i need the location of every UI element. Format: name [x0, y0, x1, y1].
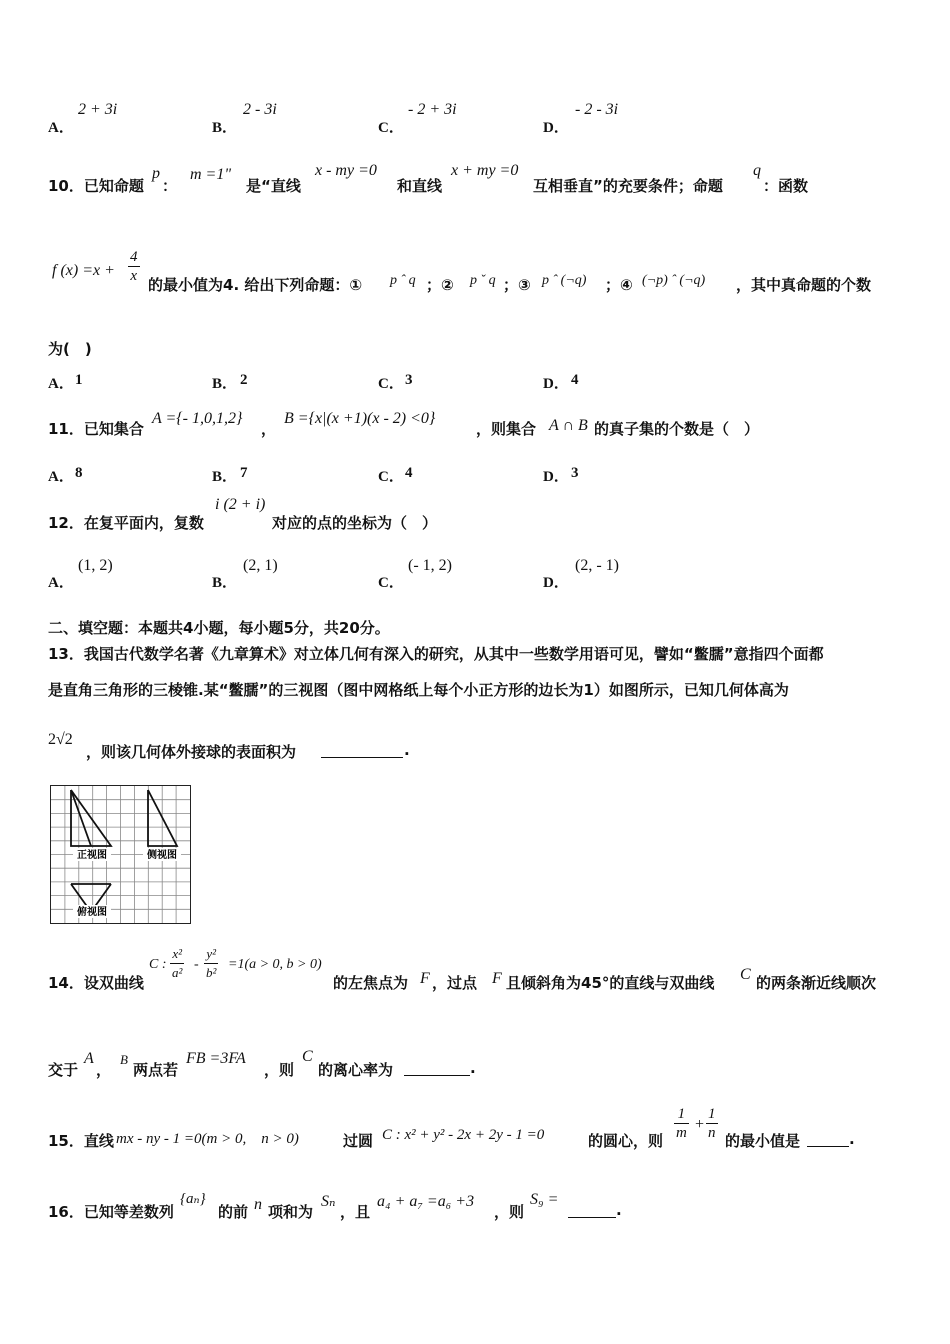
q10-m-condition: m =1"	[190, 166, 232, 183]
q10-text-2: 和直线	[397, 177, 443, 195]
q13-line-2: 是直角三角形的三棱锥.某“鳖臑”的三视图（图中网格纸上每个小正方形的边长为1）如图所示，已知几何体高为	[48, 681, 789, 699]
q16-intro: 16．已知等差数列	[48, 1203, 174, 1221]
q13-end: .	[404, 741, 410, 759]
q10-fraction	[128, 248, 140, 285]
q11-option-c-label: C．	[378, 469, 404, 485]
q14-f1: F	[420, 970, 430, 987]
q10-colon: ：	[162, 177, 178, 195]
q15-fraction-2-numerator: 1	[708, 1106, 716, 1122]
q15-end: .	[849, 1130, 855, 1148]
q10-text-1: 是“直线	[246, 177, 301, 195]
q14-a: A	[84, 1050, 94, 1067]
q15-fraction-2-denominator: n	[708, 1125, 716, 1141]
q10-option-d-label: D．	[543, 376, 569, 392]
q9-option-b-label: B．	[212, 120, 238, 136]
q10-option-b-value: 2	[240, 372, 248, 388]
side-view-label: 侧视图	[147, 850, 177, 861]
q10-sep-1: ；②	[426, 276, 454, 294]
q10-compound-1: p ˆ q	[390, 273, 416, 288]
q16-end: .	[616, 1201, 622, 1219]
q12-option-b-value: (2, 1)	[243, 557, 278, 574]
q16-sequence: {aₙ}	[180, 1191, 206, 1207]
q15-answer-blank[interactable]	[807, 1130, 849, 1147]
q10-compound-3: p ˆ (¬q)	[542, 273, 587, 288]
q14-f2: F	[492, 970, 502, 987]
q10-option-a-value: 1	[75, 372, 83, 388]
q14-end: .	[470, 1059, 476, 1077]
q10-compound-4: (¬p) ˆ (¬q)	[642, 273, 706, 288]
q14-x-denominator: a²	[172, 965, 183, 980]
q14-c-label: C :	[149, 957, 167, 972]
q9-option-b-value: 2 - 3i	[243, 101, 277, 118]
q16-s9: S₉ =	[530, 1191, 559, 1208]
front-view-triangle	[71, 790, 111, 846]
q12-option-d-value: (2, - 1)	[575, 557, 619, 574]
q11-option-b-value: 7	[240, 465, 248, 481]
q9-option-d-label: D．	[543, 120, 569, 136]
q14-minus: -	[194, 957, 199, 972]
q12-option-d-label: D．	[543, 575, 569, 591]
q14-text-2: ，过点	[432, 974, 478, 992]
q10-text-4: ：函数	[763, 177, 809, 195]
q10-text-3: 互相垂直”的充要条件；命题	[533, 177, 723, 195]
q11-option-c-value: 4	[405, 465, 413, 481]
q9-option-c-label: C．	[378, 120, 404, 136]
q14-x-fraction	[170, 945, 184, 982]
q14-c2: C	[740, 966, 751, 983]
q11-text-2: 的真子集的个数是（ ）	[594, 420, 760, 438]
q13-height: 2√2	[48, 731, 73, 748]
q12-option-c-value: (- 1, 2)	[408, 557, 452, 574]
q15-fraction-2	[706, 1105, 718, 1142]
q14-relation: FB =3FA	[186, 1050, 246, 1067]
q16-text-1: 的前	[218, 1203, 249, 1221]
q16-condition: a₄ + a₇ =a₆ +3	[377, 1193, 475, 1210]
q16-text-2: 项和为	[268, 1203, 314, 1221]
q10-text-7: 为( )	[48, 340, 92, 358]
q16-answer-blank[interactable]	[568, 1201, 616, 1218]
q10-option-c-label: C．	[378, 376, 404, 392]
q10-option-a-label: A．	[48, 376, 74, 392]
q11-option-a-value: 8	[75, 465, 83, 481]
q10-sep-3: ；④	[605, 276, 633, 294]
section-heading-fill-in: 二、填空题：本题共4小题，每小题5分，共20分。	[48, 619, 390, 637]
q12-option-a-value: (1, 2)	[78, 557, 113, 574]
q15-circle-equation: C : x² + y² - 2x + 2y - 1 =0	[382, 1127, 545, 1143]
q15-fraction-1	[674, 1105, 689, 1142]
q16-n: n	[254, 1196, 262, 1213]
q10-option-d-value: 4	[571, 372, 579, 388]
q13-line-3: ，则该几何体外接球的表面积为	[86, 743, 297, 761]
q14-c3: C	[302, 1048, 313, 1065]
q14-condition: =1(a > 0, b > 0)	[228, 957, 322, 972]
q15-text-3: 的最小值是	[725, 1132, 801, 1150]
q11-set-a: A ={- 1,0,1,2}	[152, 410, 243, 427]
q9-option-a-label: A．	[48, 120, 74, 136]
q11-set-b: B ={x|(x +1)(x - 2) <0}	[284, 410, 436, 427]
q12-option-b-label: B．	[212, 575, 238, 591]
q10-text-5: 的最小值为4. 给出下列命题：①	[148, 276, 363, 294]
q15-text-1: 过圆	[343, 1132, 374, 1150]
q14-y-numerator: y²	[204, 945, 218, 964]
top-view-label: 俯视图	[77, 907, 107, 918]
q14-answer-blank[interactable]	[404, 1059, 470, 1076]
q11-intersection: A ∩ B	[549, 417, 588, 434]
q11-option-d-value: 3	[571, 465, 579, 481]
q15-intro: 15．直线	[48, 1132, 114, 1150]
q14-text-8: 的离心率为	[318, 1061, 394, 1079]
q12-option-c-label: C．	[378, 575, 404, 591]
q15-line-equation: mx - ny - 1 =0(m > 0, n > 0)	[116, 1131, 299, 1147]
q13-answer-blank[interactable]	[321, 741, 403, 758]
q15-plus: +	[694, 1116, 705, 1133]
q16-text-4: ，则	[494, 1203, 525, 1221]
q10-q: q	[753, 162, 761, 179]
q10-function: f (x) =x +	[52, 262, 115, 279]
q15-text-2: 的圆心，则	[588, 1132, 664, 1150]
q14-y-denominator: b²	[206, 965, 217, 980]
q12-option-a-label: A．	[48, 575, 74, 591]
q11-option-a-label: A．	[48, 469, 74, 485]
q14-b: B	[120, 1052, 128, 1067]
q10-option-c-value: 3	[405, 372, 413, 388]
q14-text-3: 且倾斜角为45°的直线与双曲线	[506, 974, 715, 992]
q11-option-b-label: B．	[212, 469, 238, 485]
q10-text-6: ，其中真命题的个数	[736, 276, 872, 294]
q10-intro: 10．已知命题	[48, 177, 144, 195]
front-view-label: 正视图	[77, 850, 107, 861]
q16-sn: Sₙ	[321, 1193, 336, 1210]
q13-line-1: 13．我国古代数学名著《九章算术》对立体几何有深入的研究，从其中一些数学用语可见，譬如“鳖臑”意指四个面都	[48, 645, 824, 663]
q12-complex: i (2 + i)	[215, 496, 266, 513]
three-view-grid	[51, 786, 190, 923]
three-view-figure	[50, 785, 191, 924]
q14-text-4: 的两条渐近线顺次	[756, 974, 877, 992]
q14-intro: 14．设双曲线	[48, 974, 144, 992]
q15-fraction-1-denominator: m	[676, 1125, 687, 1141]
q14-y-fraction	[204, 945, 218, 982]
q10-fraction-denominator: x	[130, 268, 138, 284]
q9-option-a-value: 2 + 3i	[78, 101, 118, 118]
q16-text-3: ，且	[340, 1203, 371, 1221]
q14-text-7: ，则	[264, 1061, 295, 1079]
q9-option-c-value: - 2 + 3i	[408, 101, 457, 118]
q12-intro: 12．在复平面内，复数	[48, 514, 204, 532]
q11-option-d-label: D．	[543, 469, 569, 485]
q10-compound-2: p ˇ q	[470, 273, 496, 288]
q10-p: p	[152, 165, 160, 182]
q14-text-1: 的左焦点为	[333, 974, 409, 992]
q10-option-b-label: B．	[212, 376, 238, 392]
q12-text-1: 对应的点的坐标为（ ）	[272, 514, 438, 532]
q9-option-d-value: - 2 - 3i	[575, 101, 619, 118]
q15-fraction-1-numerator: 1	[674, 1105, 689, 1124]
q10-fraction-numerator: 4	[130, 249, 138, 265]
q11-sep: ，	[261, 420, 277, 438]
q14-sep: ，	[96, 1061, 112, 1079]
q14-text-6: 两点若	[133, 1061, 179, 1079]
q10-line-2: x + my =0	[451, 162, 519, 179]
q11-intro: 11．已知集合	[48, 420, 144, 438]
q10-line-1: x - my =0	[315, 162, 377, 179]
q11-text-1: ，则集合	[476, 420, 537, 438]
q14-x-numerator: x²	[170, 945, 184, 964]
q14-text-5: 交于	[48, 1061, 79, 1079]
q10-sep-2: ；③	[503, 276, 531, 294]
